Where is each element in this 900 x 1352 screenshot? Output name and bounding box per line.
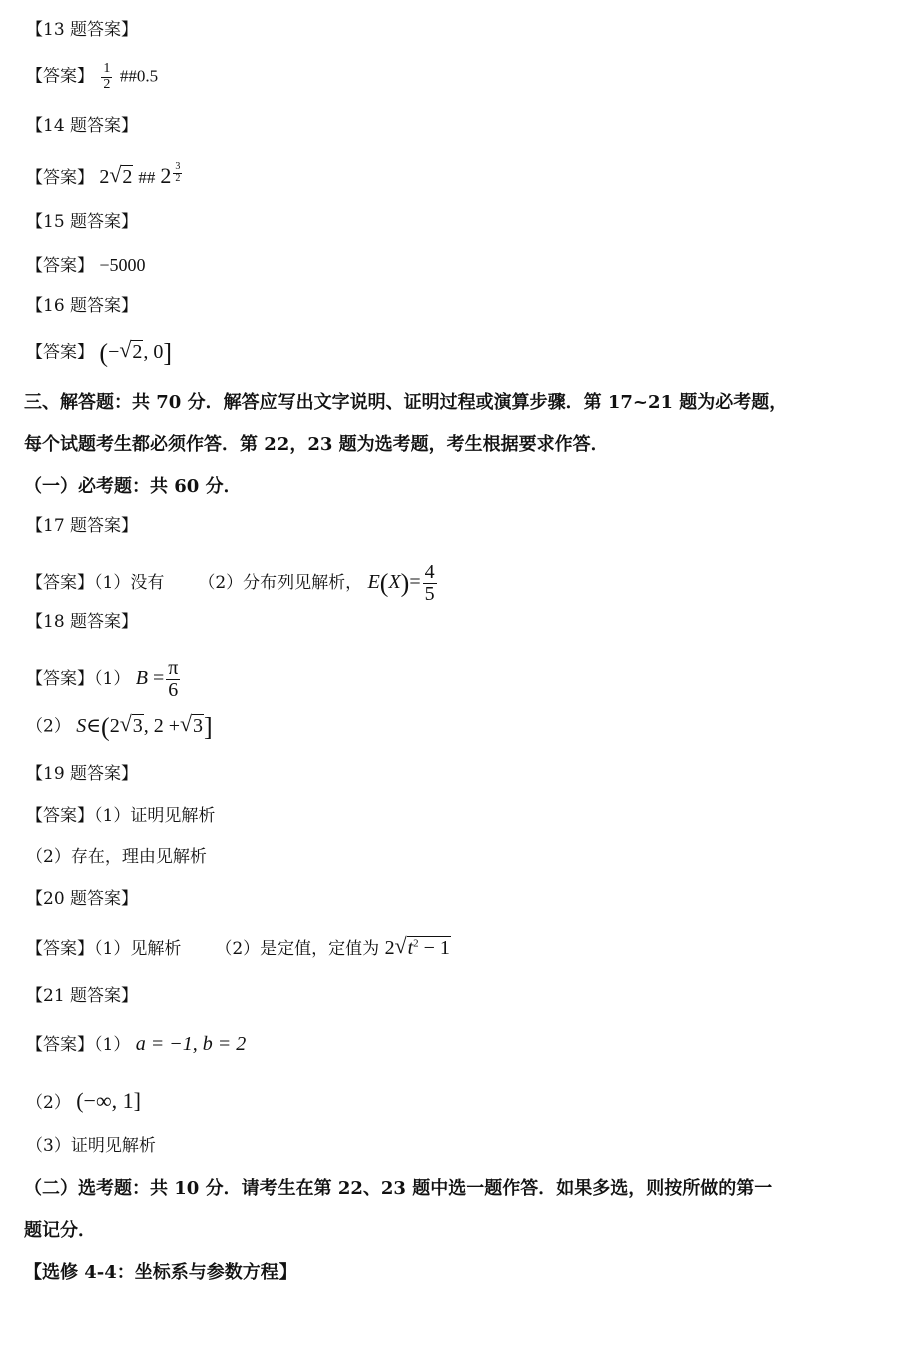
left-paren: ( xyxy=(99,338,109,367)
q19-answer-part2: （2）存在，理由见解析 xyxy=(26,847,207,867)
interval-rest: , 0 xyxy=(143,340,164,363)
part2-expr: (−∞, 1] xyxy=(76,1088,141,1113)
part2-prefix: （2） xyxy=(26,716,71,737)
radicand-variable: t xyxy=(407,937,414,959)
fraction xyxy=(423,562,437,605)
q15-answer xyxy=(26,256,146,275)
q19-answer-part1 xyxy=(26,808,215,825)
q18-answer-part1 xyxy=(26,658,182,701)
optional-section-line2: 题记分． xyxy=(24,1220,96,1241)
exponent-denominator: 2 xyxy=(175,172,181,184)
radicand-exponent: 2 xyxy=(413,937,419,950)
part2-prefix: （2） xyxy=(26,1093,71,1113)
q15-header: 【15 题答案】 xyxy=(26,212,139,232)
radicand-rest: − 1 xyxy=(418,937,450,959)
answer-label: 【答案】 xyxy=(26,168,94,188)
fraction-numerator: π xyxy=(168,657,179,679)
answer-alt: ##0.5 xyxy=(119,66,159,86)
q14-answer xyxy=(26,162,184,187)
area-variable: S xyxy=(76,714,87,737)
q19-header: 【19 题答案】 xyxy=(26,764,139,784)
q21-header: 【21 题答案】 xyxy=(26,986,139,1006)
answer-label: 【答案】 xyxy=(26,256,94,276)
constant-value xyxy=(384,933,451,959)
q13-header: 【13 题答案】 xyxy=(26,20,139,40)
q20-answer xyxy=(26,933,451,959)
answer-label: 【答案】 xyxy=(26,1035,94,1055)
answer-label: 【答案】 xyxy=(26,939,94,959)
part1-prefix: （1） xyxy=(94,669,131,690)
part1: （1）没有 xyxy=(94,573,165,594)
section3-line1: 三、解答题：共 70 分．解答应写出文字说明、证明过程或演算步骤．第 17~21 题为必考题， xyxy=(24,392,788,413)
answer-interval xyxy=(99,336,173,367)
section3-subheading: （一）必考题：共 60 分． xyxy=(24,476,242,497)
expectation-symbol: E xyxy=(367,571,380,594)
square-root: √ 3 xyxy=(180,710,203,737)
exponent-numerator: 3 xyxy=(175,161,181,172)
radicand: 2 xyxy=(122,166,133,188)
q14-header: 【14 题答案】 xyxy=(26,116,139,136)
part2: （2）分布列见解析， xyxy=(198,573,363,594)
part1-prefix: （1） xyxy=(94,1035,131,1055)
q17-answer xyxy=(26,562,439,605)
right-bracket: ] xyxy=(204,712,213,741)
q21-answer-part1 xyxy=(26,1034,246,1054)
square-root: √ 2 xyxy=(119,336,143,363)
power-exponent xyxy=(173,162,182,184)
fraction xyxy=(166,658,180,701)
answer-label: 【答案】 xyxy=(26,573,94,594)
answer-value: −5000 xyxy=(99,255,146,275)
q16-header: 【16 题答案】 xyxy=(26,296,139,316)
q21-answer-part2 xyxy=(26,1090,141,1112)
q16-answer xyxy=(26,336,173,367)
coefficient: 2 xyxy=(384,937,395,959)
expectation-expr: E(X)= $\frac{4}{5}$ xyxy=(367,561,435,605)
angle-variable: B xyxy=(135,667,148,690)
coefficient: 2 xyxy=(99,166,110,188)
part1: （1）见解析 xyxy=(94,939,182,959)
separator: ## xyxy=(138,168,156,187)
fraction-denominator: 5 xyxy=(424,583,435,605)
square-root: √ 2 xyxy=(109,162,133,188)
optional-section-line1: （二）选考题：共 10 分．请考生在第 22、23 题中选一题作答．如果多选，则按所做的第一 xyxy=(24,1178,773,1199)
elective-heading: 【选修 4-4：坐标系与参数方程】 xyxy=(24,1262,297,1283)
element-of: ∈ xyxy=(86,714,102,737)
right-bracket: ] xyxy=(163,338,173,367)
square-root: √ $t^2 - 1$ xyxy=(394,933,450,959)
power-base: 2 xyxy=(160,163,172,188)
angle-expr xyxy=(135,657,183,701)
q20-header: 【20 题答案】 xyxy=(26,889,139,909)
q18-answer-part2 xyxy=(26,710,213,741)
answer-label: 【答案】 xyxy=(26,806,94,826)
part2: （2）是定值，定值为 xyxy=(215,939,380,959)
fraction-numerator: 4 xyxy=(424,561,435,583)
equals-sign: = xyxy=(409,571,421,594)
q17-header: 【17 题答案】 xyxy=(26,516,139,536)
q21-answer-part3: （3）证明见解析 xyxy=(26,1136,156,1156)
coefficient: 2 xyxy=(109,714,120,737)
fraction-denominator: 6 xyxy=(168,679,179,701)
q18-header: 【18 题答案】 xyxy=(26,612,139,632)
answer-label: 【答案】 xyxy=(26,342,94,363)
radicand: 3 xyxy=(132,714,143,737)
square-root: √ 3 xyxy=(119,710,143,737)
radicand: 2 xyxy=(132,340,143,363)
answer-label: 【答案】 xyxy=(26,66,94,87)
equals-sign: = xyxy=(152,667,165,690)
fraction xyxy=(101,62,112,92)
section3-line2: 每个试题考生都必须作答．第 22，23 题为选考题，考生根据要求作答． xyxy=(24,434,609,455)
answer-label: 【答案】 xyxy=(26,669,94,690)
fraction-denominator: 2 xyxy=(103,76,111,92)
minus-sign: − xyxy=(108,340,120,363)
radicand: 3 xyxy=(193,714,203,737)
part1: （1）证明见解析 xyxy=(94,806,216,826)
random-variable: X xyxy=(388,571,401,594)
interval-mid: , 2 + xyxy=(143,714,180,737)
area-range: S∈(2 √ 3, 2 + √ 3] xyxy=(76,710,213,741)
q13-answer xyxy=(26,62,158,92)
answer-math xyxy=(99,161,184,188)
fraction-numerator: 1 xyxy=(103,61,111,76)
part1-expr: a = −1, b = 2 xyxy=(135,1033,247,1055)
